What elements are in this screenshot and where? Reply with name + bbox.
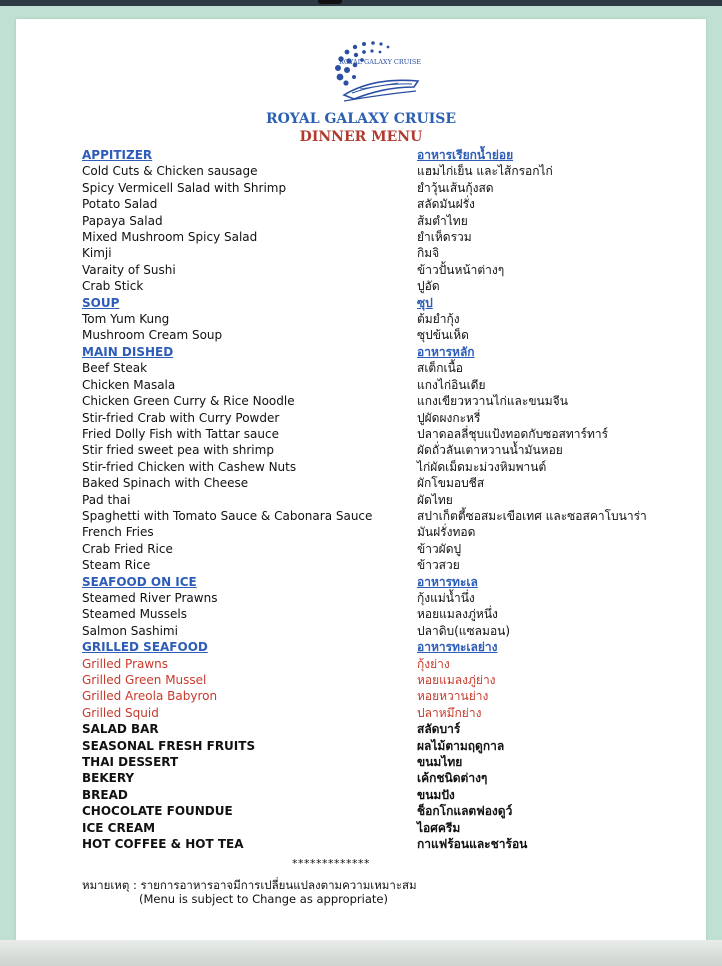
- menu-item-en: Stir-fried Chicken with Cashew Nuts: [82, 459, 297, 474]
- menu-item-en: Grilled Prawns: [82, 656, 169, 671]
- menu-item-th: ขนมปัง: [417, 787, 455, 802]
- menu-item-en: Fried Dolly Fish with Tattar sauce: [82, 426, 279, 441]
- divider-stars: *************: [292, 857, 370, 870]
- menu-item-th: ยำวุ้นเส้นกุ้งสด: [417, 180, 494, 195]
- menu-item-th: แกงเขียวหวานไก่และขนมจีน: [417, 394, 568, 409]
- menu-item-en: Steamed River Prawns: [82, 590, 218, 605]
- menu-item-en: Papaya Salad: [82, 213, 163, 228]
- menu-item-th: แกงไก่อินเดีย: [417, 377, 486, 392]
- menu-item-en: Spicy Vermicell Salad with Shrimp: [82, 180, 287, 195]
- menu-item-en: Cold Cuts & Chicken sausage: [82, 164, 258, 179]
- menu-item-en: Salmon Sashimi: [82, 623, 178, 638]
- section-heading-en: SOUP: [82, 295, 120, 310]
- menu-item-th: สเต็กเนื้อ: [417, 361, 463, 376]
- menu-item-th: ซุปข้นเห็ด: [417, 328, 469, 343]
- menu-item-en: SEASONAL FRESH FRUITS: [82, 738, 256, 753]
- menu-item-th: ผักโขมอบชีส: [417, 476, 485, 491]
- note-thai: หมายเหตุ : รายการอาหารอาจมีการเปลี่ยนแปลงตามความเหมาะสม: [82, 878, 417, 892]
- menu-title: DINNER MENU: [299, 129, 423, 145]
- menu-item-en: Crab Stick: [82, 279, 144, 294]
- menu-item-th: กาแฟร้อนและชาร้อน: [417, 837, 528, 852]
- menu-item-en: Baked Spinach with Cheese: [82, 476, 249, 491]
- menu-item-th: ข้าวสวย: [417, 558, 460, 573]
- menu-item-en: Tom Yum Kung: [82, 312, 170, 327]
- menu-item-th: ผลไม้ตามฤดูกาล: [417, 738, 505, 753]
- menu-item-en: Potato Salad: [82, 197, 158, 212]
- menu-item-en: Chicken Green Curry & Rice Noodle: [82, 394, 295, 409]
- section-heading-th: ซุป: [417, 295, 433, 310]
- menu-item-en: Pad thai: [82, 492, 131, 507]
- menu-item-th: ต้มยำกุ้ง: [417, 312, 460, 327]
- menu-item-th: หอยหวานย่าง: [417, 689, 489, 704]
- note-english: (Menu is subject to Change as appropriate): [139, 892, 388, 906]
- menu-item-en: French Fries: [82, 525, 154, 540]
- section-heading-en: MAIN DISHED: [82, 344, 174, 359]
- menu-item-th: ปูผัดผงกะหรี่: [417, 410, 481, 425]
- section-heading-th: อาหารทะเลย่าง: [417, 640, 498, 655]
- menu-item-th: ขนมไทย: [417, 755, 463, 770]
- menu-item-th: กุ้งแม่น้ำนึ่ง: [417, 590, 475, 605]
- menu-item-en: Beef Steak: [82, 361, 148, 376]
- menu-item-en: Stir fried sweet pea with shrimp: [82, 443, 274, 458]
- menu-item-th: ไอศครีม: [417, 820, 461, 835]
- menu-item-en: HOT COFFEE & HOT TEA: [82, 837, 244, 852]
- menu-item-en: Steamed Mussels: [82, 607, 187, 622]
- menu-item-en: CHOCOLATE FOUNDUE: [82, 804, 233, 819]
- menu-item-th: ปูอัด: [417, 279, 440, 294]
- menu-item-th: หอยแมลงภู่ย่าง: [417, 673, 496, 687]
- menu-item-en: THAI DESSERT: [82, 755, 179, 770]
- menu-item-en: Mixed Mushroom Spicy Salad: [82, 230, 258, 245]
- menu-document: [16, 19, 706, 949]
- bottom-edge: [0, 940, 722, 966]
- menu-item-en: Grilled Squid: [82, 705, 159, 720]
- menu-item-en: Grilled Areola Babyron: [82, 689, 218, 704]
- menu-item-en: BEKERY: [82, 771, 135, 786]
- menu-item-en: Varaity of Sushi: [82, 262, 176, 277]
- menu-item-en: Steam Rice: [82, 558, 151, 573]
- section-heading-en: APPITIZER: [82, 148, 153, 162]
- menu-item-th: เค้กชนิดต่างๆ: [417, 771, 488, 786]
- menu-item-en: Spaghetti with Tomato Sauce & Cabonara Sauce: [82, 508, 373, 523]
- menu-item-th: ข้าวปั้นหน้าต่างๆ: [417, 262, 505, 277]
- menu-item-en: ICE CREAM: [82, 820, 156, 835]
- cruise-ship-logo-icon: [314, 37, 434, 117]
- menu-item-en: Kimji: [82, 246, 112, 261]
- thai-column: [417, 147, 697, 852]
- menu-item-en: Grilled Green Mussel: [82, 673, 207, 687]
- menu-item-th: มันฝรั่งทอด: [417, 525, 476, 540]
- menu-item-th: ปลาดอลลี่ชุบแป้งทอดกับซอสทาร์ทาร์: [417, 426, 609, 441]
- menu-item-en: Crab Fried Rice: [82, 541, 173, 556]
- menu-item-en: Chicken Masala: [82, 377, 176, 392]
- section-heading-en: SEAFOOD ON ICE: [82, 574, 197, 589]
- menu-item-th: ไก่ผัดเม็ดมะม่วงหิมพานต์: [417, 459, 547, 474]
- menu-item-th: แฮมไก่เย็น และไส้กรอกไก่: [417, 164, 553, 179]
- menu-item-th: สปาเก็ตตี้ซอสมะเขือเทศ และซอสคาโบนาร่า: [417, 508, 647, 523]
- menu-item-th: ช็อกโกแลตฟองดูว์: [417, 804, 513, 819]
- menu-item-en: SALAD BAR: [82, 722, 159, 737]
- menu-item-th: กุ้งย่าง: [417, 656, 450, 671]
- menu-item-th: ข้าวผัดปู: [417, 541, 462, 556]
- menu-item-th: สลัดบาร์: [417, 722, 461, 737]
- camera-notch: [318, 0, 342, 4]
- menu-item-en: BREAD: [82, 787, 128, 802]
- menu-item-th: ผัดถั่วลันเตาหวานน้ำมันหอย: [417, 443, 563, 458]
- menu-item-th: ปลาดิบ(แซลมอน): [417, 623, 511, 638]
- menu-item-th: ผัดไทย: [417, 492, 453, 507]
- menu-item-en: Stir-fried Crab with Curry Powder: [82, 410, 280, 425]
- menu-item-en: Mushroom Cream Soup: [82, 328, 223, 343]
- section-heading-th: อาหารทะเล: [417, 574, 478, 589]
- menu-item-th: หอยแมลงภู่หนึ่ง: [417, 607, 498, 622]
- brand-name: ROYAL GALAXY CRUISE: [265, 111, 457, 127]
- english-column: [82, 147, 412, 852]
- section-heading-th: อาหารหลัก: [417, 344, 475, 359]
- window-top-bar: [0, 0, 722, 6]
- menu-item-th: ปลาหมึกย่าง: [417, 705, 482, 720]
- menu-item-th: ส้มตำไทย: [417, 213, 468, 228]
- menu-item-th: กิมจิ: [417, 246, 440, 261]
- section-heading-en: GRILLED SEAFOOD: [82, 640, 208, 655]
- section-heading-th: อาหารเรียกน้ำย่อย: [417, 148, 514, 162]
- logo-text: ROYAL GALAXY CRUISE: [338, 58, 422, 66]
- menu-item-th: ยำเห็ดรวม: [417, 230, 472, 245]
- menu-item-th: สลัดมันฝรั่ง: [417, 197, 475, 212]
